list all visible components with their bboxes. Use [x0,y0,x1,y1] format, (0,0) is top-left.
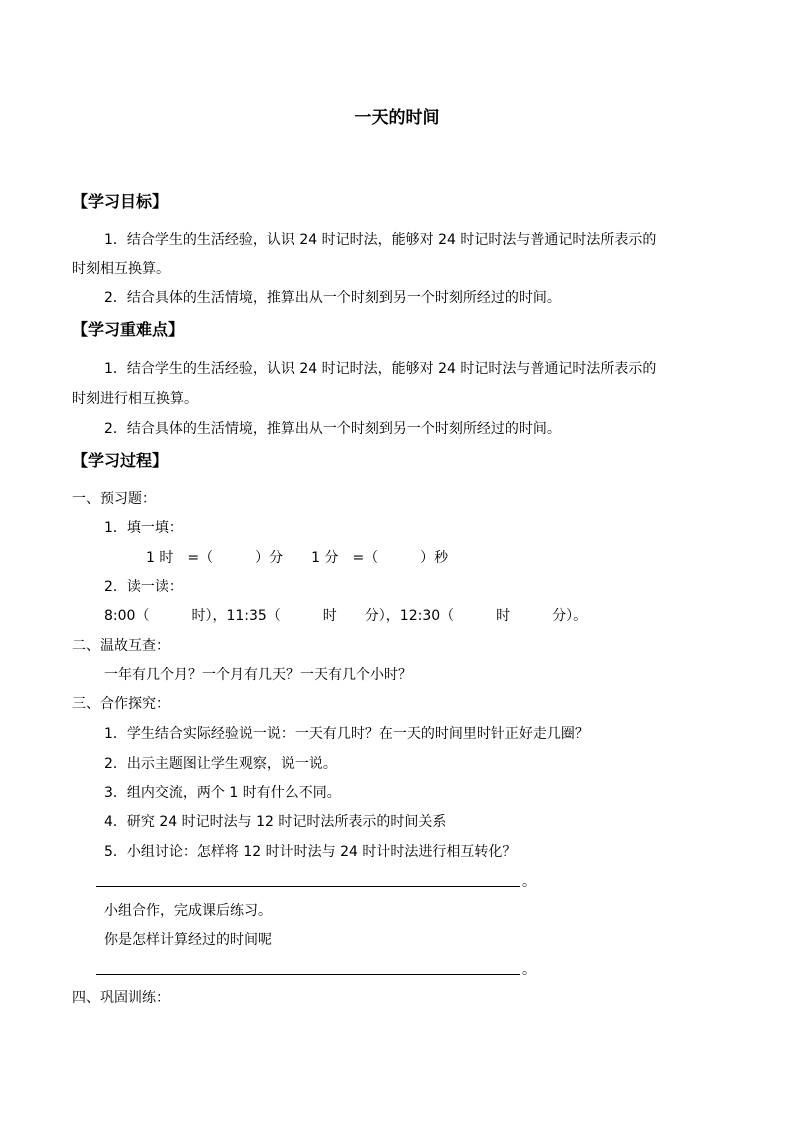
answer-blank-period-2: 。 [522,962,536,978]
answer-blank-line-2[interactable] [96,974,520,975]
part4-label: 四、巩固训练： [72,990,170,1006]
part3-label: 三、合作探究： [72,696,170,712]
part3-group-work: 小组合作，完成课后练习。 [104,903,272,919]
part1-q1-label: 1．填一填： [104,520,183,536]
part1-q2-label: 2．读一读： [104,579,183,595]
page-title: 一天的时间 [354,108,440,128]
part1-q1-content: 1 时 =（ ）分 1 分 =（ ）秒 [146,550,449,566]
objectives-item1-line1: 1．结合学生的生活经验，认识 24 时记时法，能够对 24 时记时法与普通记时法所表示的 [104,232,657,248]
part1-label: 一、预习题： [72,491,156,507]
key-points-heading: 【学习重难点】 [72,320,185,339]
answer-blank-line-1[interactable] [96,886,520,887]
key-points-item1-line1: 1．结合学生的生活经验，认识 24 时记时法，能够对 24 时记时法与普通记时法所表示的 [104,361,657,377]
part3-item-1: 1．学生结合实际经验说一说：一天有几时？在一天的时间里时针正好走几圈？ [104,726,589,742]
objectives-item1-line2: 时刻相互换算。 [72,261,170,277]
part2-label: 二、温故互查： [72,638,170,654]
part3-question: 你是怎样计算经过的时间呢 [104,932,272,948]
objectives-heading: 【学习目标】 [72,192,169,211]
part3-item-4: 4．研究 24 时记时法与 12 时记时法所表示的时间关系 [104,814,447,830]
part3-item-5: 5．小组讨论：怎样将 12 时计时法与 24 时计时法进行相互转化？ [104,844,517,860]
process-heading: 【学习过程】 [72,451,169,470]
part3-item-3: 3．组内交流，两个 1 时有什么不同。 [104,785,341,801]
part2-content: 一年有几个月？一个月有几天？一天有几个小时？ [104,667,412,683]
answer-blank-period-1: 。 [522,874,536,890]
key-points-item1-line2: 时刻进行相互换算。 [72,391,198,407]
part3-item-2: 2．出示主题图让学生观察，说一说。 [104,756,337,772]
objectives-item2: 2．结合具体的生活情境，推算出从一个时刻到另一个时刻所经过的时间。 [104,290,561,306]
key-points-item2: 2．结合具体的生活情境，推算出从一个时刻到另一个时刻所经过的时间。 [104,421,561,437]
part1-q2-content: 8:00（ 时），11:35（ 时 分），12:30（ 时 分）。 [104,608,588,624]
